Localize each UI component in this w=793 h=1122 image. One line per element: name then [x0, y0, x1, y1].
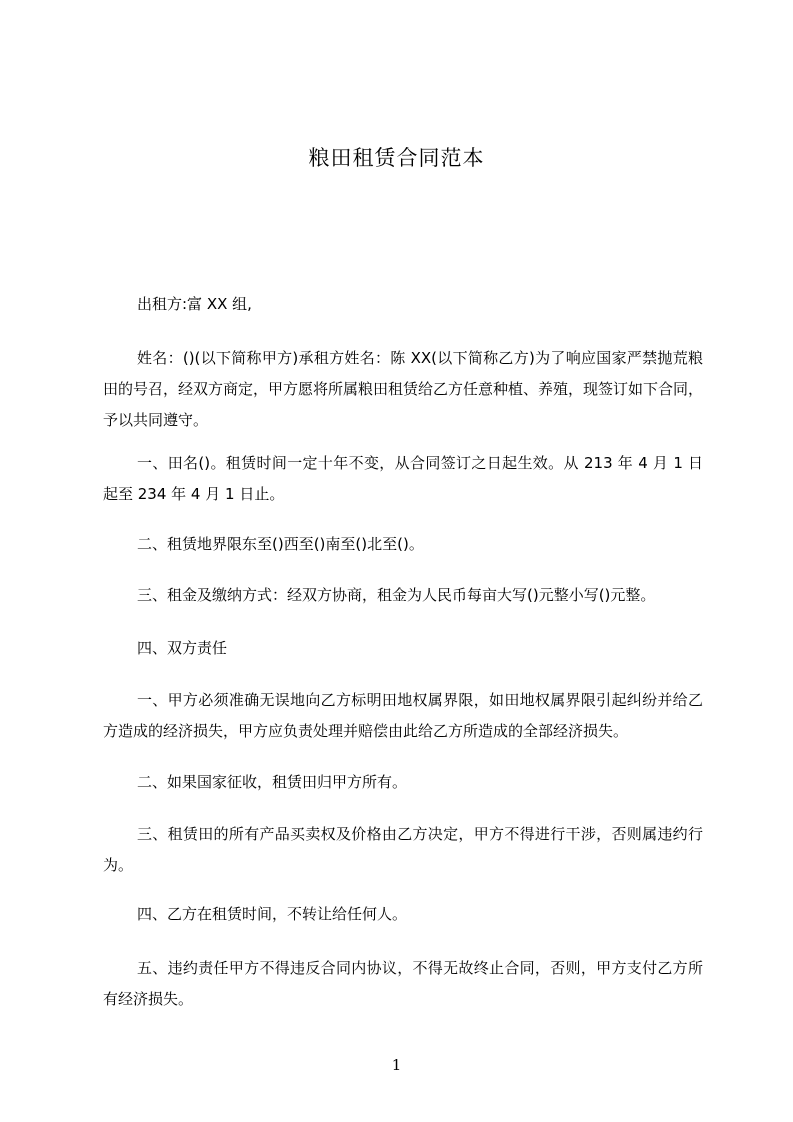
page-number: 1	[391, 1056, 402, 1074]
paragraph-clause-4: 四、乙方在租赁时间，不转让给任何人。	[137, 905, 408, 923]
paragraph-lessor: 出租方:富 XX 组,	[137, 295, 252, 313]
paragraph-clause-5: 五、违约责任甲方不得违反合同内协议，不得无故终止合同，否则，甲方支付乙方所有经济损失。	[103, 959, 703, 1008]
paragraph-rent: 三、租金及缴纳方式：经双方协商，租金为人民币每亩大写()元整小写()元整。	[137, 586, 656, 604]
paragraph-clause-1: 一、甲方必须准确无误地向乙方标明田地权属界限，如田地权属界限引起纠纷并给乙方造成的经济损失，甲方应负责处理并赔偿由此给乙方所造成的全部经济损失。	[103, 691, 703, 740]
paragraph-responsibilities-heading: 四、双方责任	[137, 639, 228, 657]
paragraph-boundaries: 二、租赁地界限东至()西至()南至()北至()。	[137, 535, 424, 553]
document-title: 粮田租赁合同范本	[308, 146, 485, 170]
paragraph-clause-2: 二、如果国家征收，租赁田归甲方所有。	[137, 773, 408, 791]
paragraph-parties: 姓名：()(以下简称甲方)承租方姓名：陈 XX(以下简称乙方)为了响应国家严禁抛荒粮田的号召，经双方商定，甲方愿将所属粮田租赁给乙方任意种植、养殖，现签订如下合同，予以共同遵守。	[103, 349, 704, 429]
paragraph-clause-3: 三、租赁田的所有产品买卖权及价格由乙方决定，甲方不得进行干涉，否则属违约行为。	[103, 825, 703, 874]
paragraph-field-name: 一、田名()。租赁时间一定十年不变，从合同签订之日起生效。从 213 年 4 月 1 日起至 234 年 4 月 1 日止。	[103, 454, 703, 503]
